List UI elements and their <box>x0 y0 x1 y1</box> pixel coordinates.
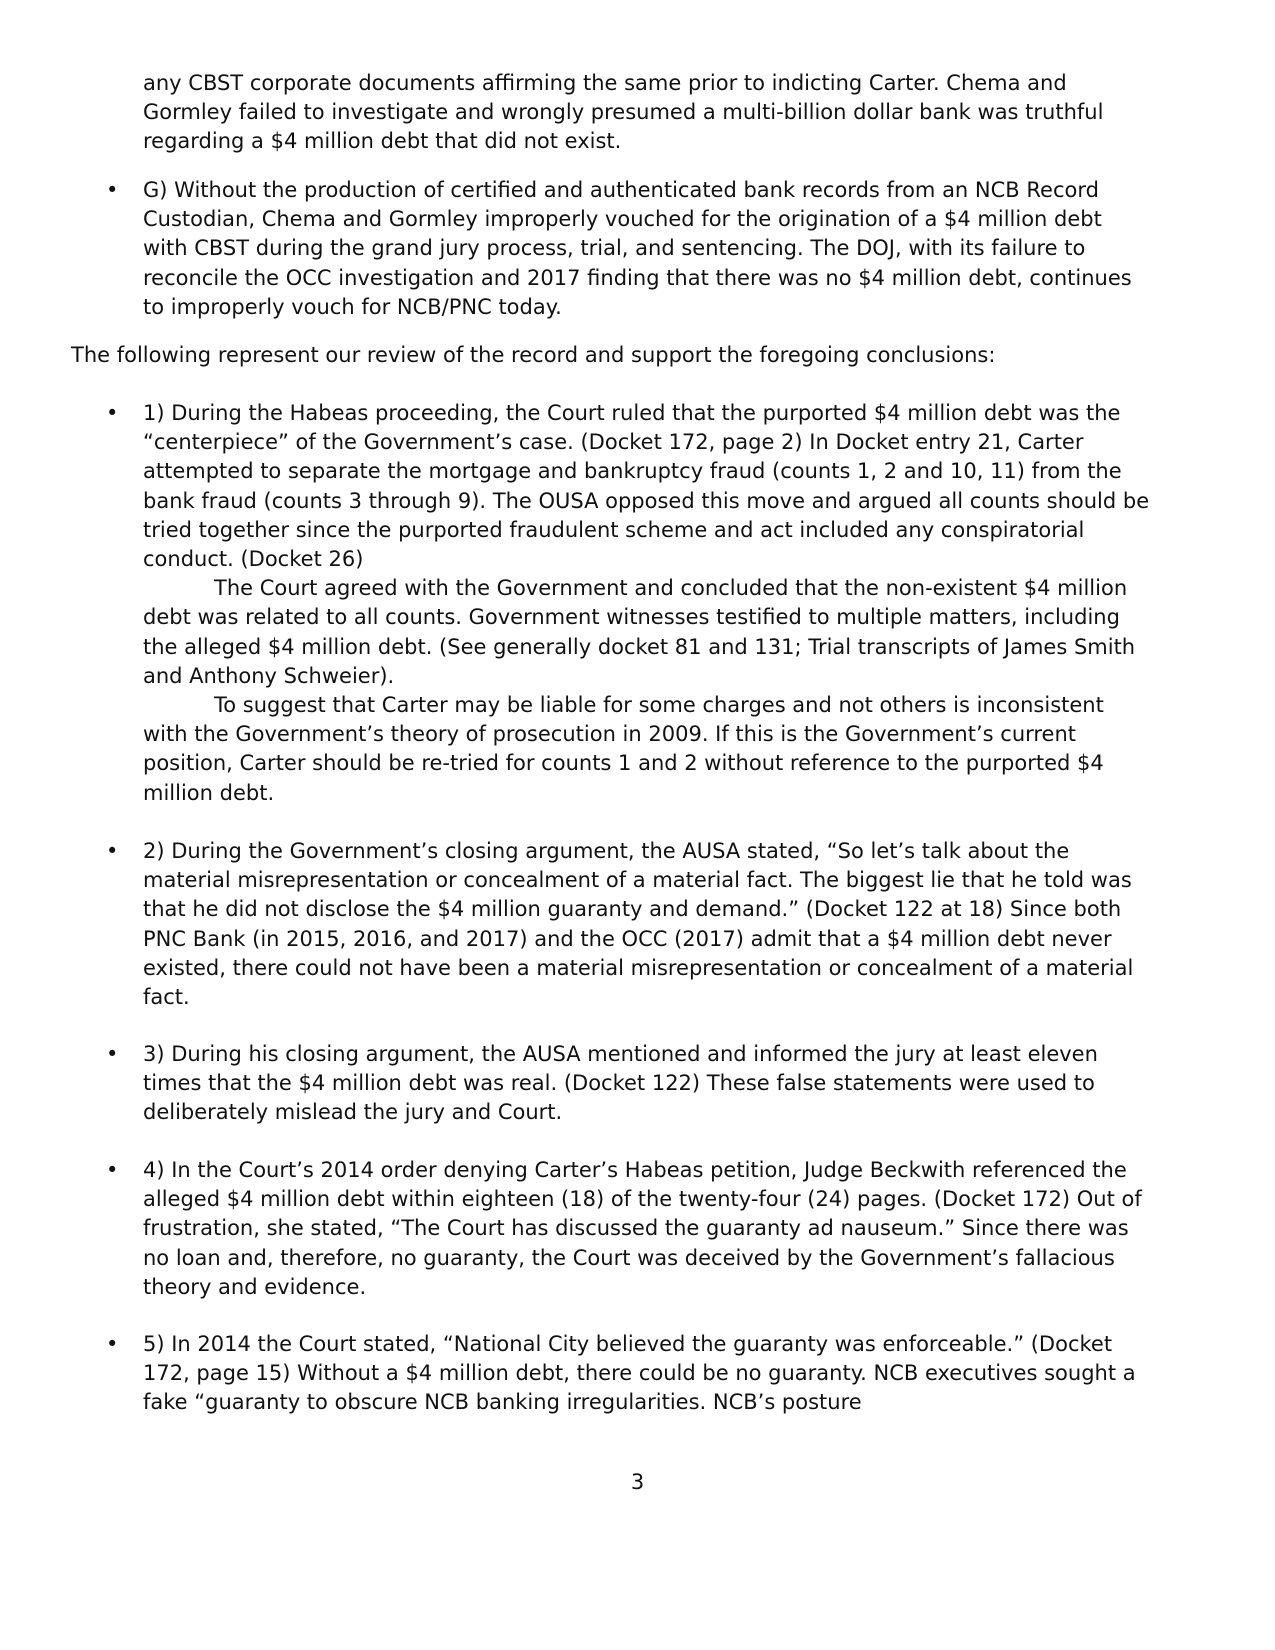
item-1-paragraph-2: The Court agreed with the Government and concluded that the non-existent $4 million debt was related to all counts. Government witnesses testified to multiple matters, including the alleged $4 million debt. (See generally docket 81 and 131; Trial transcripts of James Smith and Anthony Schweier). <box>143 576 1136 688</box>
item-g-paragraph: G) Without the production of certified and authenticated bank records from an NCB Record Custodian, Chema and Gormley improperly vouched for the origination of a $4 million debt with CBST during the grand jury process, trial, and sentencing. The DOJ, with its failure to reconcile the OCC investigation and 2017 finding that there was no $4 million debt, continues to improperly vouch for NCB/PNC today. <box>143 178 1132 319</box>
item-1-paragraph-3: To suggest that Carter may be liable for some charges and not others is inconsistent with the Government’s theory of prosecution in 2009. If this is the Government’s current position, Carter should be re-tried for counts 1 and 2 without reference to the purported $4 million debt. <box>143 693 1104 805</box>
item-2-paragraph: 2) During the Government’s closing argument, the AUSA stated, “So let’s talk about the material misrepresentation or concealment of a material fact. The biggest lie that he told was that he did not disclose the $4 million guaranty and demand.” (Docket 122 at 18) Since both PNC Bank (in 2015, 2016, and 2017) and the OCC (2017) admit that a $4 million debt never existed, there could not have been a material misrepresentation or concealment of a material fact. <box>143 839 1134 1010</box>
bullet-1: • <box>106 401 119 425</box>
item-3-paragraph: 3) During his closing argument, the AUSA mentioned and informed the jury at least eleven times that the $4 million debt was real. (Docket 122) These false statements were used to deliberately mislead the jury and Court. <box>143 1042 1098 1125</box>
bullet-2: • <box>106 839 119 863</box>
bullet-5: • <box>106 1332 119 1356</box>
item-1-paragraph-1: 1) During the Habeas proceeding, the Court ruled that the purported $4 million debt was the “centerpiece” of the Government’s case. (Docket 172, page 2) In Docket entry 21, Carter attempted to separate the mortgage and bankruptcy fraud (counts 1, 2 and 10, 11) from the bank fraud (counts 3 through 9). The OUSA opposed this move and argued all counts should be tried together since the purported fraudulent scheme and act included any conspiratorial conduct. (Docket 26) <box>143 401 1150 572</box>
page-number: 3 <box>630 1470 645 1494</box>
bullet-3: • <box>106 1042 119 1066</box>
continuation-paragraph: any CBST corporate documents affirming the same prior to indicting Carter. Chema and Gormley failed to investigate and wrongly presumed a multi-billion dollar bank was truthful regarding a $4 million debt that did not exist. <box>143 71 1104 154</box>
intro-paragraph: The following represent our review of the record and support the foregoing conclusions: <box>71 343 996 367</box>
item-5-paragraph: 5) In 2014 the Court stated, “National City believed the guaranty was enforceable.” (Docket 172, page 15) Without a $4 million debt, there could be no guaranty. NCB executives sought a fake “guaranty to obscure NCB banking irregularities. NCB’s posture <box>143 1332 1136 1415</box>
item-4-paragraph: 4) In the Court’s 2014 order denying Carter’s Habeas petition, Judge Beckwith referenced the alleged $4 million debt within eighteen (18) of the twenty-four (24) pages. (Docket 172) Out of frustration, she stated, “The Court has discussed the guaranty ad nauseum.” Since there was no loan and, therefore, no guaranty, the Court was deceived by the Government’s fallacious theory and evidence. <box>143 1158 1142 1299</box>
item-1 <box>143 399 1153 808</box>
bullet-4: • <box>106 1158 119 1182</box>
bullet-g: • <box>106 178 119 202</box>
